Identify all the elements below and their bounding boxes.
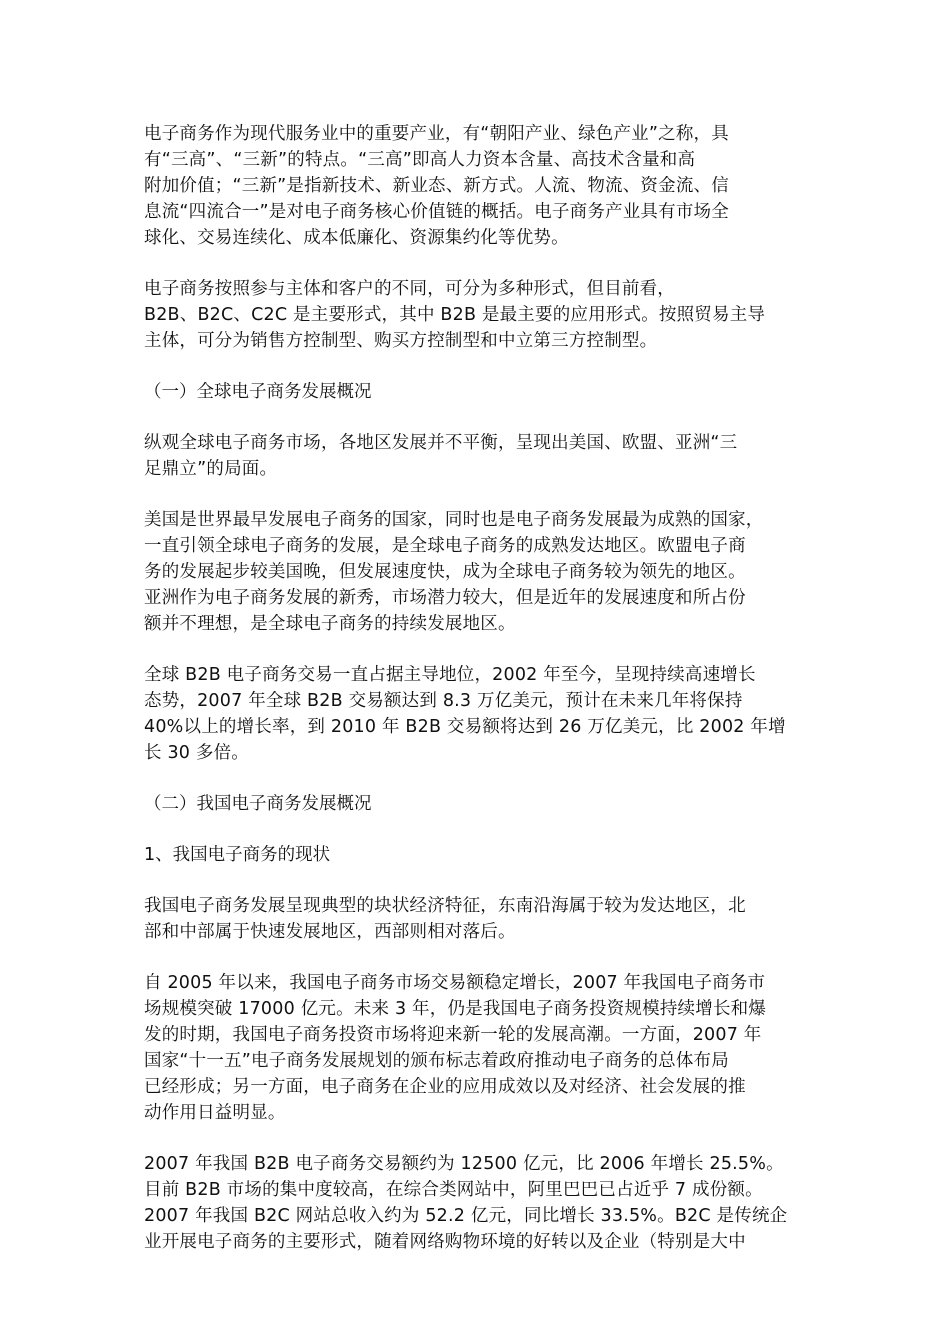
- text-line: 球化、交易连续化、成本低廉化、资源集约化等优势。: [144, 228, 569, 248]
- paragraph-china-b2b-b2c: [144, 1151, 810, 1255]
- text-line: 电子商务作为现代服务业中的重要产业，有“朝阳产业、绿色产业”之称，具: [144, 124, 729, 144]
- text-line: 40%以上的增长率，到 2010 年 B2B 交易额将达到 26 万亿美元，比 2002 年增: [144, 717, 786, 737]
- text-line: 发的时期，我国电子商务投资市场将迎来新一轮的发展高潮。一方面，2007 年: [144, 1025, 762, 1045]
- paragraph-ecommerce-forms: [144, 276, 810, 354]
- heading-text: （一）全球电子商务发展概况: [144, 382, 372, 402]
- text-line: 全球 B2B 电子商务交易一直占据主导地位，2002 年至今，呈现持续高速增长: [144, 665, 756, 685]
- text-line: 长 30 多倍。: [144, 743, 249, 763]
- document-body: [144, 121, 810, 1255]
- paragraph-china-regions: [144, 893, 810, 945]
- text-line: 动作用日益明显。: [144, 1103, 286, 1123]
- text-line: 部和中部属于快速发展地区，西部则相对落后。: [144, 922, 516, 942]
- text-line: 态势，2007 年全球 B2B 交易额达到 8.3 万亿美元，预计在未来几年将保持: [144, 691, 743, 711]
- paragraph-global-overview: [144, 430, 810, 482]
- text-line: 2007 年我国 B2B 电子商务交易额约为 12500 亿元，比 2006 年增长 25.5%。: [144, 1154, 784, 1174]
- text-line: 附加价值；“三新”是指新技术、新业态、新方式。人流、物流、资金流、信: [144, 176, 729, 196]
- heading-text: （二）我国电子商务发展概况: [144, 794, 372, 814]
- text-line: 足鼎立”的局面。: [144, 459, 278, 479]
- heading-text: 1、我国电子商务的现状: [144, 845, 331, 865]
- text-line: 业开展电子商务的主要形式，随着网络购物环境的好转以及企业（特别是大中: [144, 1232, 746, 1252]
- text-line: 息流“四流合一”是对电子商务核心价值链的概括。电子商务产业具有市场全: [144, 202, 729, 222]
- text-line: 电子商务按照参与主体和客户的不同，可分为多种形式，但目前看，: [144, 279, 675, 299]
- text-line: 纵观全球电子商务市场，各地区发展并不平衡，呈现出美国、欧盟、亚洲“三: [144, 433, 738, 453]
- text-line: 有“三高”、“三新”的特点。“三高”即高人力资本含量、高技术含量和高: [144, 150, 696, 170]
- text-line: 已经形成；另一方面，电子商务在企业的应用成效以及对经济、社会发展的推: [144, 1077, 746, 1097]
- text-line: 我国电子商务发展呈现典型的块状经济特征，东南沿海属于较为发达地区，北: [144, 896, 746, 916]
- subsection-heading-status: [144, 842, 810, 868]
- text-line: 目前 B2B 市场的集中度较高，在综合类网站中，阿里巴巴已占近乎 7 成份额。: [144, 1180, 763, 1200]
- text-line: 主体，可分为销售方控制型、购买方控制型和中立第三方控制型。: [144, 331, 658, 351]
- text-line: 一直引领全球电子商务的发展，是全球电子商务的成熟发达地区。欧盟电子商: [144, 536, 746, 556]
- text-line: 亚洲作为电子商务发展的新秀，市场潜力较大，但是近年的发展速度和所占份: [144, 588, 746, 608]
- paragraph-ecommerce-intro: [144, 121, 810, 251]
- text-line: 美国是世界最早发展电子商务的国家，同时也是电子商务发展最为成熟的国家，: [144, 510, 764, 530]
- text-line: 额并不理想，是全球电子商务的持续发展地区。: [144, 614, 516, 634]
- text-line: 自 2005 年以来，我国电子商务市场交易额稳定增长，2007 年我国电子商务市: [144, 973, 766, 993]
- text-line: 2007 年我国 B2C 网站总收入约为 52.2 亿元，同比增长 33.5%。B2C 是传统企: [144, 1206, 788, 1226]
- paragraph-china-growth: [144, 970, 810, 1126]
- paragraph-global-b2b: [144, 662, 810, 766]
- text-line: B2B、B2C、C2C 是主要形式，其中 B2B 是最主要的应用形式。按照贸易主导: [144, 305, 766, 325]
- section-heading-global: [144, 379, 810, 405]
- paragraph-regions: [144, 507, 810, 637]
- text-line: 场规模突破 17000 亿元。未来 3 年，仍是我国电子商务投资规模持续增长和爆: [144, 999, 767, 1019]
- text-line: 务的发展起步较美国晚，但发展速度快，成为全球电子商务较为领先的地区。: [144, 562, 746, 582]
- section-heading-china: [144, 791, 810, 817]
- text-line: 国家“十一五”电子商务发展规划的颁布标志着政府推动电子商务的总体布局: [144, 1051, 729, 1071]
